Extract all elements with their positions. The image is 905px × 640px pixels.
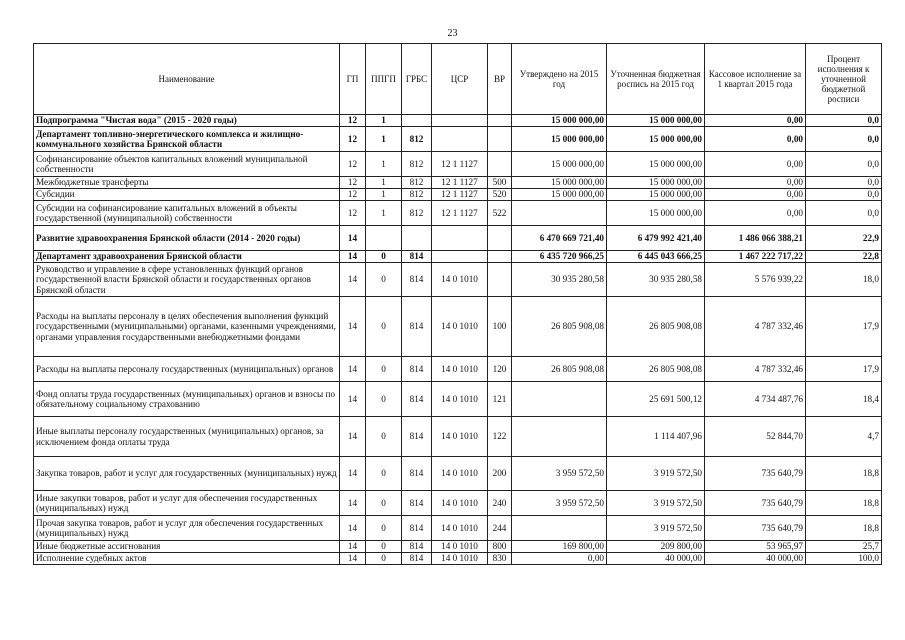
table-cell: 122	[488, 417, 512, 457]
table-row	[34, 417, 882, 457]
table-cell: 4 787 332,46	[705, 297, 806, 357]
table-cell: 169 800,00	[512, 541, 607, 553]
table-cell: 0,0	[806, 115, 882, 127]
table-cell: 0	[366, 382, 402, 417]
table-row	[34, 201, 882, 226]
table-cell: 6 479 992 421,40	[607, 226, 705, 251]
table-cell: 15 000 000,00	[607, 201, 705, 226]
table-cell: 15 000 000,00	[607, 115, 705, 127]
table-cell: 12 1 1127	[432, 177, 488, 189]
table-cell: 812	[402, 127, 432, 152]
table-cell: 814	[402, 541, 432, 553]
table-cell: 12	[340, 189, 366, 201]
table-cell: 18,8	[806, 491, 882, 516]
table-cell	[488, 226, 512, 251]
table-cell: 0	[366, 297, 402, 357]
table-cell: 3 959 572,50	[512, 457, 607, 491]
table-cell: 18,0	[806, 263, 882, 297]
row-name-cell: Руководство и управление в сфере установленных функций органов государственной власти Брянской области и государственных органов Брянской области	[34, 263, 340, 297]
table-cell: 240	[488, 491, 512, 516]
table-cell: 520	[488, 189, 512, 201]
header-cell: ВР	[488, 44, 512, 115]
table-cell: 100	[488, 297, 512, 357]
table-cell: 14 0 1010	[432, 417, 488, 457]
table-cell: 14	[340, 297, 366, 357]
table-row	[34, 152, 882, 177]
table-cell: 0,0	[806, 152, 882, 177]
table-cell: 0,00	[705, 115, 806, 127]
table-cell: 812	[402, 177, 432, 189]
table-cell: 0,00	[512, 553, 607, 565]
table-cell: 4 787 332,46	[705, 357, 806, 382]
table-cell: 1	[366, 201, 402, 226]
header-cell: Кассовое исполнение за 1 квартал 2015 года	[705, 44, 806, 115]
table-cell: 14	[340, 263, 366, 297]
table-cell	[432, 127, 488, 152]
table-cell: 814	[402, 417, 432, 457]
table-cell: 1 486 066 388,21	[705, 226, 806, 251]
table-cell: 12	[340, 127, 366, 152]
table-cell: 1	[366, 115, 402, 127]
table-cell: 814	[402, 553, 432, 565]
header-cell: ГРБС	[402, 44, 432, 115]
row-name-cell: Иные закупки товаров, работ и услуг для обеспечения государственных (муниципальных) нужд	[34, 491, 340, 516]
row-name-cell: Закупка товаров, работ и услуг для государственных (муниципальных) нужд	[34, 457, 340, 491]
table-cell	[488, 115, 512, 127]
table-cell	[488, 263, 512, 297]
table-cell: 14 0 1010	[432, 553, 488, 565]
table-cell: 15 000 000,00	[607, 127, 705, 152]
row-name-cell: Фонд оплаты труда государственных (муниципальных) органов и взносы по обязательному социальному страхованию	[34, 382, 340, 417]
table-cell: 25,7	[806, 541, 882, 553]
table-cell: 522	[488, 201, 512, 226]
table-cell	[512, 201, 607, 226]
table-row	[34, 382, 882, 417]
header-cell: ГП	[340, 44, 366, 115]
table-cell: 30 935 280,58	[607, 263, 705, 297]
table-row	[34, 263, 882, 297]
table-cell: 22,8	[806, 251, 882, 263]
table-cell	[512, 516, 607, 541]
table-cell: 12 1 1127	[432, 201, 488, 226]
table-cell: 0,00	[705, 189, 806, 201]
row-name-cell: Субсидии	[34, 189, 340, 201]
table-cell: 0	[366, 553, 402, 565]
header-row	[34, 44, 882, 115]
header-cell: Уточненная бюджетная роспись на 2015 год	[607, 44, 705, 115]
table-cell: 12	[340, 152, 366, 177]
table-cell: 814	[402, 357, 432, 382]
table-cell: 0	[366, 251, 402, 263]
table-cell: 30 935 280,58	[512, 263, 607, 297]
table-cell: 14 0 1010	[432, 263, 488, 297]
table-cell: 15 000 000,00	[607, 189, 705, 201]
table-cell: 814	[402, 457, 432, 491]
table-cell: 500	[488, 177, 512, 189]
table-cell: 15 000 000,00	[512, 115, 607, 127]
row-name-cell: Субсидии на софинансирование капитальных вложений в объекты государственной (муниципальной) собственности	[34, 201, 340, 226]
row-name-cell: Расходы на выплаты персоналу в целях обеспечения выполнения функций государственными (муниципальными) органами, казенными учреждениями, органами управления государственными внебюджетными фондами	[34, 297, 340, 357]
table-cell: 14 0 1010	[432, 491, 488, 516]
table-cell: 52 844,70	[705, 417, 806, 457]
table-cell: 14	[340, 226, 366, 251]
table-cell: 0	[366, 516, 402, 541]
table-cell	[488, 127, 512, 152]
table-row	[34, 457, 882, 491]
table-cell: 15 000 000,00	[512, 177, 607, 189]
row-name-cell: Софинансирование объектов капитальных вложений муниципальной собственности	[34, 152, 340, 177]
table-cell: 5 576 939,22	[705, 263, 806, 297]
table-cell: 40 000,00	[607, 553, 705, 565]
table-cell: 800	[488, 541, 512, 553]
header-cell: Процент исполнения к уточненной бюджетной росписи	[806, 44, 882, 115]
budget-table	[33, 43, 882, 565]
table-cell: 830	[488, 553, 512, 565]
table-cell: 735 640,79	[705, 516, 806, 541]
table-cell: 26 805 908,08	[607, 357, 705, 382]
table-cell: 1	[366, 127, 402, 152]
table-cell	[512, 382, 607, 417]
table-cell: 814	[402, 516, 432, 541]
table-cell: 120	[488, 357, 512, 382]
table-cell: 15 000 000,00	[512, 127, 607, 152]
table-cell: 121	[488, 382, 512, 417]
page-number: 23	[447, 28, 458, 39]
header-cell: ЦСР	[432, 44, 488, 115]
table-cell: 26 805 908,08	[512, 357, 607, 382]
table-cell: 12	[340, 177, 366, 189]
table-row	[34, 491, 882, 516]
table-cell: 14	[340, 457, 366, 491]
table-cell: 100,0	[806, 553, 882, 565]
table-cell: 0,00	[705, 127, 806, 152]
row-name-cell: Развитие здравоохранения Брянской области (2014 - 2020 годы)	[34, 226, 340, 251]
table-cell: 3 959 572,50	[512, 491, 607, 516]
table-cell: 17,9	[806, 357, 882, 382]
row-name-cell: Прочая закупка товаров, работ и услуг для обеспечения государственных (муниципальных) нужд	[34, 516, 340, 541]
table-cell: 814	[402, 297, 432, 357]
table-cell: 0,00	[705, 177, 806, 189]
row-name-cell: Департамент здравоохранения Брянской области	[34, 251, 340, 263]
header-cell: ППГП	[366, 44, 402, 115]
table-cell	[432, 226, 488, 251]
table-cell: 0	[366, 491, 402, 516]
table-cell: 26 805 908,08	[512, 297, 607, 357]
table-cell: 814	[402, 251, 432, 263]
table-cell: 14	[340, 541, 366, 553]
table-cell: 0,0	[806, 127, 882, 152]
table-row	[34, 357, 882, 382]
row-name-cell: Расходы на выплаты персоналу государственных (муниципальных) органов	[34, 357, 340, 382]
table-cell: 812	[402, 152, 432, 177]
table-cell: 1	[366, 189, 402, 201]
table-cell: 53 965,97	[705, 541, 806, 553]
table-row	[34, 127, 882, 152]
table-cell: 14	[340, 357, 366, 382]
row-name-cell: Подпрограмма "Чистая вода" (2015 - 2020 годы)	[34, 115, 340, 127]
row-name-cell: Иные выплаты персоналу государственных (муниципальных) органов, за исключением фонда оплаты труда	[34, 417, 340, 457]
table-cell: 14	[340, 417, 366, 457]
table-cell: 14	[340, 553, 366, 565]
table-cell: 14 0 1010	[432, 382, 488, 417]
table-row	[34, 177, 882, 189]
table-cell: 1 114 407,96	[607, 417, 705, 457]
table-cell: 6 470 669 721,40	[512, 226, 607, 251]
table-cell: 0,0	[806, 189, 882, 201]
row-name-cell: Департамент топливно-энергетического комплекса и жилищно-коммунального хозяйства Брянской области	[34, 127, 340, 152]
table-cell: 15 000 000,00	[512, 189, 607, 201]
table-row	[34, 226, 882, 251]
table-cell: 14	[340, 516, 366, 541]
table-cell: 18,4	[806, 382, 882, 417]
header-cell: Утверждено на 2015 год	[512, 44, 607, 115]
table-cell	[488, 251, 512, 263]
table-cell: 4 734 487,76	[705, 382, 806, 417]
table-row	[34, 553, 882, 565]
header-cell: Наименование	[34, 44, 340, 115]
table-cell: 6 445 043 666,25	[607, 251, 705, 263]
table-cell: 4,7	[806, 417, 882, 457]
table-row	[34, 516, 882, 541]
table-cell: 14 0 1010	[432, 357, 488, 382]
table-cell: 0,00	[705, 201, 806, 226]
table-cell: 12 1 1127	[432, 152, 488, 177]
row-name-cell: Исполнение судебных актов	[34, 553, 340, 565]
table-cell	[402, 226, 432, 251]
table-cell: 209 800,00	[607, 541, 705, 553]
table-cell: 14 0 1010	[432, 516, 488, 541]
table-cell: 15 000 000,00	[607, 177, 705, 189]
table-cell: 14 0 1010	[432, 541, 488, 553]
table-cell: 12	[340, 201, 366, 226]
table-cell: 0,0	[806, 201, 882, 226]
table-cell: 812	[402, 201, 432, 226]
table-cell: 814	[402, 263, 432, 297]
table-cell: 735 640,79	[705, 457, 806, 491]
table-cell	[512, 417, 607, 457]
table-cell: 1	[366, 177, 402, 189]
table-cell	[488, 152, 512, 177]
table-cell: 0	[366, 263, 402, 297]
table-cell: 244	[488, 516, 512, 541]
table-row	[34, 251, 882, 263]
table-cell	[366, 226, 402, 251]
table-cell: 25 691 500,12	[607, 382, 705, 417]
table-cell: 1 467 222 717,22	[705, 251, 806, 263]
table-cell: 17,9	[806, 297, 882, 357]
table-row	[34, 297, 882, 357]
table-cell: 0	[366, 357, 402, 382]
table-row	[34, 541, 882, 553]
table-cell: 12	[340, 115, 366, 127]
table-cell: 0	[366, 541, 402, 553]
table-cell: 814	[402, 382, 432, 417]
table-cell: 22,9	[806, 226, 882, 251]
table-cell: 812	[402, 189, 432, 201]
table-cell: 15 000 000,00	[512, 152, 607, 177]
table-cell: 14 0 1010	[432, 457, 488, 491]
table-cell: 0,00	[705, 152, 806, 177]
row-name-cell: Иные бюджетные ассигнования	[34, 541, 340, 553]
table-cell: 14 0 1010	[432, 297, 488, 357]
table-cell: 12 1 1127	[432, 189, 488, 201]
table-cell: 18,8	[806, 457, 882, 491]
table-cell: 200	[488, 457, 512, 491]
table-cell	[402, 115, 432, 127]
table-cell: 14	[340, 251, 366, 263]
table-cell: 0	[366, 457, 402, 491]
table-cell: 3 919 572,50	[607, 457, 705, 491]
table-cell: 14	[340, 491, 366, 516]
table-cell	[432, 251, 488, 263]
table-cell: 26 805 908,08	[607, 297, 705, 357]
table-row	[34, 189, 882, 201]
table-cell: 6 435 720 966,25	[512, 251, 607, 263]
table-cell: 0	[366, 417, 402, 457]
table-cell: 3 919 572,50	[607, 491, 705, 516]
table-cell: 15 000 000,00	[607, 152, 705, 177]
table-cell: 18,8	[806, 516, 882, 541]
table-cell: 14	[340, 382, 366, 417]
table-row	[34, 115, 882, 127]
table-cell: 735 640,79	[705, 491, 806, 516]
table-cell: 0,0	[806, 177, 882, 189]
table-cell: 814	[402, 491, 432, 516]
table-cell: 3 919 572,50	[607, 516, 705, 541]
row-name-cell: Межбюджетные трансферты	[34, 177, 340, 189]
table-cell: 1	[366, 152, 402, 177]
table-cell: 40 000,00	[705, 553, 806, 565]
table-cell	[432, 115, 488, 127]
